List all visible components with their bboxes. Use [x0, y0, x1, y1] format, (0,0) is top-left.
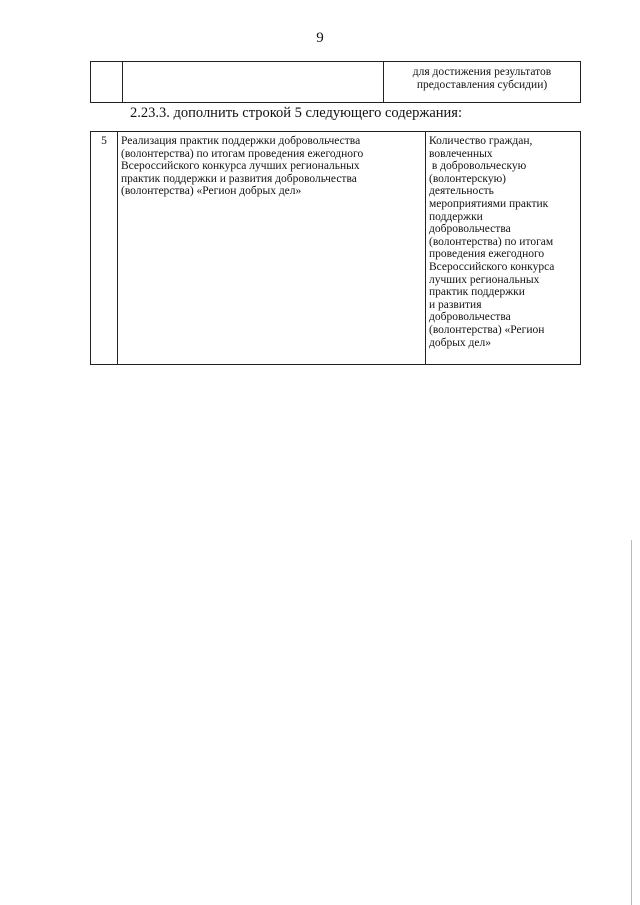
indicator-line: (волонтерскую): [429, 172, 507, 185]
description-line: практик поддержки и развития добровольчества: [121, 172, 357, 185]
description-line: (волонтерства) «Регион добрых дел»: [121, 185, 302, 198]
indicator-line: Количество граждан,: [429, 135, 533, 147]
indicator-line: деятельность: [429, 185, 494, 198]
number-cell: [91, 62, 123, 103]
table-row: [91, 62, 581, 103]
new-row-table: [90, 131, 581, 365]
scan-edge-line: [631, 540, 632, 905]
indicator-line: проведения ежегодного: [429, 248, 545, 261]
indicator-cell: [426, 132, 581, 365]
indicator-line: (волонтерства) по итогам: [429, 235, 554, 248]
indicator-line: в добровольческую: [429, 160, 527, 173]
indicator-line: практик поддержки: [429, 286, 525, 299]
indicator-line: предоставления субсидии): [416, 79, 548, 91]
description-line: Всероссийского конкурса лучших региональных: [121, 160, 360, 173]
indicator-cell: [384, 62, 581, 103]
instruction-text: 2.23.3. дополнить строкой 5 следующего содержания:: [130, 105, 462, 121]
indicator-line: вовлеченных: [429, 147, 493, 160]
description-cell: [123, 62, 384, 103]
description-line: (волонтерства) по итогам проведения ежегодного: [121, 147, 364, 160]
indicator-line: добровольчества: [429, 223, 511, 236]
description-line: Реализация практик поддержки добровольчества: [121, 135, 361, 147]
indicator-line: поддержки: [429, 210, 483, 223]
indicator-line: добровольчества: [429, 311, 511, 324]
continuation-table: [90, 61, 581, 103]
page-number: 9: [316, 30, 324, 46]
indicator-line: Всероссийского конкурса: [429, 260, 555, 273]
indicator-line: для достижения результатов: [412, 66, 552, 78]
description-cell: [118, 132, 426, 365]
row-number-cell: 5: [91, 132, 118, 365]
indicator-line: (волонтерства) «Регион: [429, 323, 545, 336]
indicator-line: лучших региональных: [429, 273, 540, 286]
indicator-line: добрых дел»: [429, 336, 491, 349]
indicator-line: и развития: [429, 298, 482, 311]
indicator-line: мероприятиями практик: [429, 197, 549, 210]
table-row: [91, 132, 581, 365]
